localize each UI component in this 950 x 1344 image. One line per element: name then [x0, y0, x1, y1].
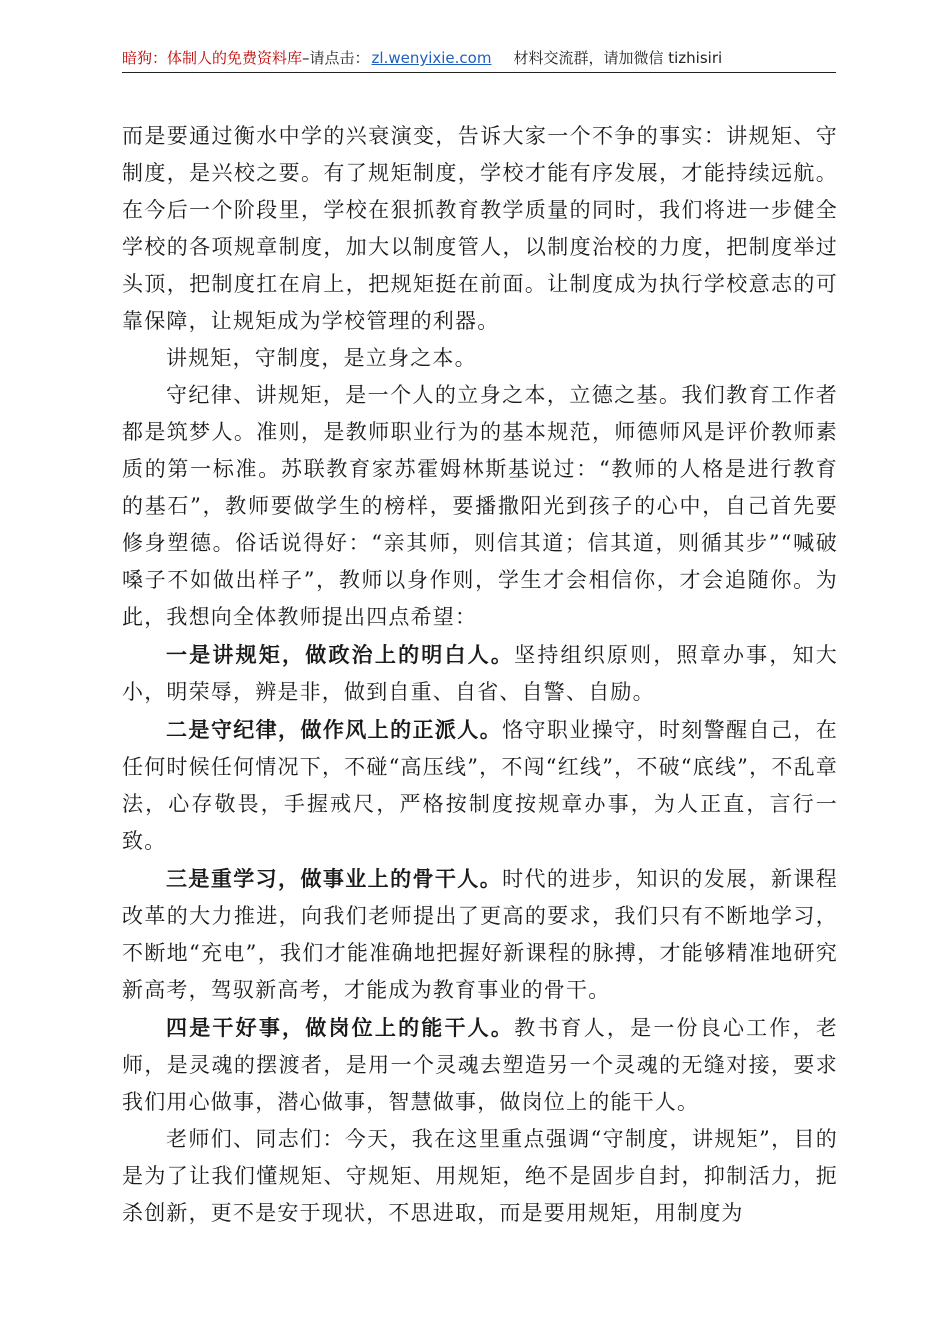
paragraph-text: 守纪律、讲规矩，是一个人的立身之本，立德之基。我们教育工作者都是筑梦人。准则，是教师职业行为的基本规范，师德师风是评价教师素质的第一标准。苏联教育家苏霍姆林斯基说过：“教师的人格是进行教育的基石”，教师要做学生的榜样，要播撒阳光到孩子的心中，自己首先要修身塑德。俗话说得好：“亲其师，则信其道；信其道，则循其步”“喊破嗓子不如做出样子”，教师以身作则，学生才会相信你，才会追随你。为此，我想向全体教师提出四点希望：	[122, 383, 838, 629]
paragraph-text: 恪守职业操守，时刻警醒自己，在任何时候任何情况下，不碰“高压线”，不闯“红线”，不破“底线”，不乱章法，心存敬畏，手握戒尺，严格按制度按规章办事，为人正直，言行一致。	[122, 718, 839, 853]
header-contact: 材料交流群，请加微信 tizhisiri	[513, 49, 723, 67]
paragraph-bold-lead: 一是讲规矩，做政治上的明白人。	[166, 642, 515, 667]
paragraph-hope-1	[122, 636, 838, 711]
paragraph-text: 时代的进步，知识的发展，新课程改革的大力推进，向我们老师提出了更高的要求，我们只有不断地学习，不断地“充电”，我们才能准确地把握好新课程的脉搏，才能够精准地研究新高考，驾驭新高考，才能成为教育事业的骨干。	[122, 867, 839, 1002]
paragraph-bold-lead: 三是重学习，做事业上的骨干人。	[166, 866, 503, 891]
paragraph-text: 教书育人，是一份良心工作，老师，是灵魂的摆渡者，是用一个灵魂去塑造另一个灵魂的无缝对接，要求我们用心做事，潜心做事，智慧做事，做岗位上的能干人。	[122, 1016, 838, 1114]
paragraph-bold-lead: 二是守纪律，做作风上的正派人。	[166, 717, 503, 742]
paragraph-hope-2	[122, 711, 838, 860]
paragraph-text: 而是要通过衡水中学的兴衰演变，告诉大家一个不争的事实：讲规矩、守制度，是兴校之要。有了规矩制度，学校才能有序发展，才能持续远航。在今后一个阶段里，学校在狠抓教育教学质量的同时，我们将进一步健全学校的各项规章制度，加大以制度管人，以制度治校的力度，把制度举过头顶，把制度扛在肩上，把规矩挺在前面。让制度成为执行学校意志的可靠保障，让规矩成为学校管理的利器。	[122, 124, 838, 333]
page-header	[122, 46, 836, 73]
paragraph-closing	[122, 1121, 838, 1232]
paragraph-text: 讲规矩，守制度，是立身之本。	[166, 346, 477, 370]
paragraph-continuation	[122, 118, 838, 340]
paragraph-hope-4	[122, 1009, 838, 1121]
paragraph-text: 老师们、同志们：今天，我在这里重点强调“守制度，讲规矩”，目的是为了让我们懂规矩、守规矩、用规矩，绝不是固步自封，抑制活力，扼杀创新，更不是安于现状，不思进取，而是要用规矩，用制度为	[122, 1127, 838, 1225]
paragraph-thesis	[122, 340, 838, 377]
header-click-prefix: –请点击：	[302, 49, 370, 67]
header-link[interactable]: zl.wenyixie.com	[371, 49, 492, 67]
document-body	[122, 118, 838, 1232]
paragraph-text: 坚持组织原则，照章办事，知大小，明荣辱，辨是非，做到自重、自省、自警、自励。	[122, 643, 838, 704]
paragraph-intro	[122, 377, 838, 636]
header-brand: 暗狗：体制人的免费资料库	[122, 49, 303, 67]
paragraph-hope-3	[122, 860, 838, 1009]
paragraph-bold-lead: 四是干好事，做岗位上的能干人。	[166, 1015, 515, 1040]
